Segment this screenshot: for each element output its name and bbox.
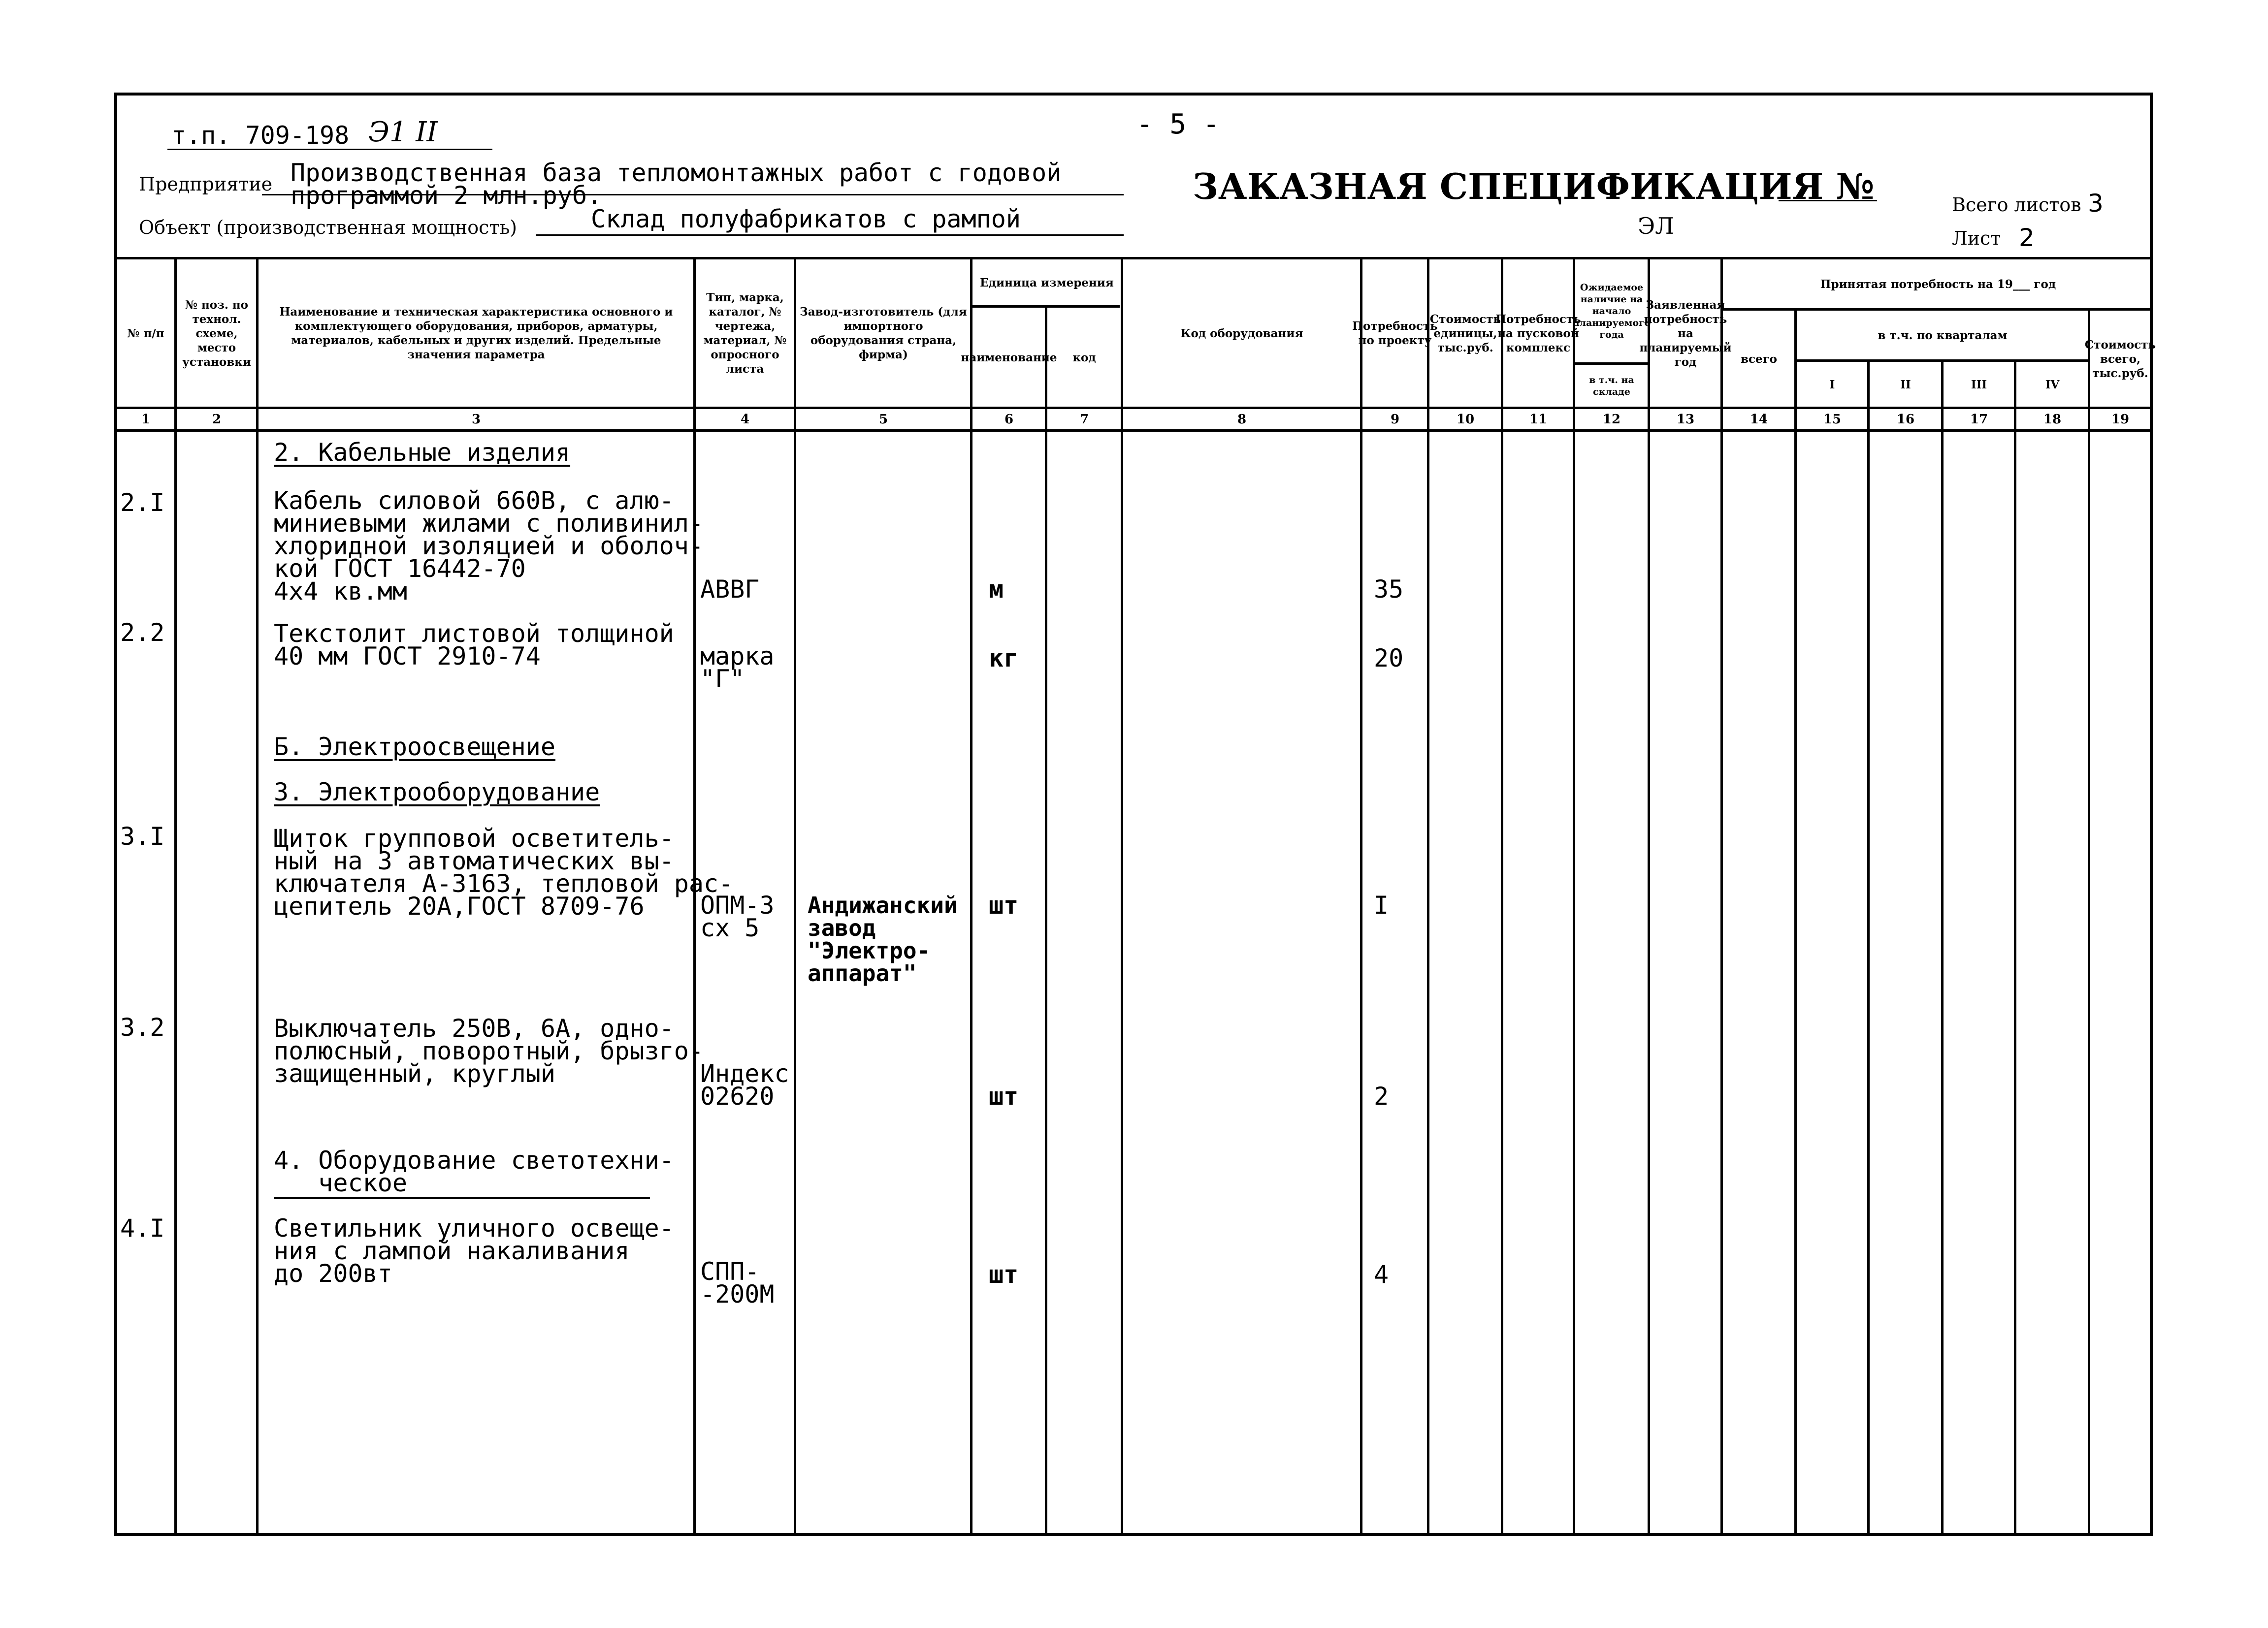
col-rule xyxy=(2014,359,2016,1536)
col-rule xyxy=(1121,257,1123,1536)
item-description: Кабель силовой 660В, с алю- миниевыми жилами с поливинил- хлоридной изоляцией и оболоч- кой ГОСТ 16442-70 4х4 кв.мм xyxy=(274,486,704,606)
col-number: 5 xyxy=(878,412,888,427)
col-header-13: Заявленная потребность на планируемый год xyxy=(1639,298,1732,369)
col-rule xyxy=(1573,257,1575,1536)
total-sheets-label: Всего листов xyxy=(1952,194,2081,216)
item-description: Выключатель 250В, 6А, одно- полюсный, поворотный, брызго- защищенный, круглый xyxy=(274,1014,704,1088)
section-heading: 4. Оборудование светотехни- ческое xyxy=(274,1146,674,1197)
col-number: 6 xyxy=(1004,412,1014,427)
col-header-14: всего xyxy=(1740,352,1778,366)
table-top-rule xyxy=(114,257,2153,259)
col-number: 4 xyxy=(740,412,750,427)
spec-subtitle: ЭЛ xyxy=(1638,213,1674,239)
col-number: 11 xyxy=(1529,412,1548,427)
document-title: ЗАКАЗНАЯ СПЕЦИФИКАЦИЯ № xyxy=(1193,165,1875,207)
item-manufacturer: Андижанский завод "Электро- аппарат" xyxy=(808,892,958,987)
col-header-quarters: в т.ч. по кварталам xyxy=(1878,328,2008,342)
enterprise-label: Предприятие xyxy=(139,173,273,195)
col-number: 13 xyxy=(1676,412,1695,427)
item-type: АВВГ xyxy=(700,575,760,604)
col-number: 2 xyxy=(212,412,222,427)
item-type: марка "Г" xyxy=(700,642,775,693)
col-number: 18 xyxy=(2043,412,2062,427)
page-number: - 5 - xyxy=(1136,108,1220,140)
col-header-1: № п/п xyxy=(127,326,164,340)
col-number: 7 xyxy=(1079,412,1089,427)
stock-sub-rule xyxy=(1574,362,1648,365)
col-rule xyxy=(1941,359,1944,1536)
col-header-12-stock: в т.ч. на складе xyxy=(1589,375,1634,397)
col-header-4: Тип, марка, каталог, № чертежа, материал, № опросного листа xyxy=(703,291,787,376)
col-rule xyxy=(1794,308,1797,1536)
col-rule xyxy=(1501,257,1503,1536)
item-quantity: 20 xyxy=(1374,644,1404,672)
item-type: СПП- -200М xyxy=(700,1257,775,1309)
col-header-15: I xyxy=(1829,378,1835,391)
col-rule xyxy=(1867,359,1870,1536)
row-number: 3.2 xyxy=(120,1013,165,1042)
col-rule xyxy=(174,257,177,1536)
item-type: Индекс 02620 xyxy=(700,1059,789,1111)
object-value: Склад полуфабрикатов с рампой xyxy=(591,205,1021,233)
col-header-5: Завод-изготовитель (для импортного оборудования страна, фирма) xyxy=(800,305,967,361)
section-heading: 2. Кабельные изделия xyxy=(274,438,571,467)
item-unit: шт xyxy=(989,891,1019,920)
col-header-12: Ожидаемое наличие на начало планируемого года xyxy=(1572,282,1651,340)
col-header-19: Стоимость всего, тыс.руб. xyxy=(2084,338,2156,380)
col-rule xyxy=(1427,257,1429,1536)
col-rule xyxy=(2088,308,2090,1536)
object-label: Объект (производственная мощность) xyxy=(139,217,517,238)
item-description: Светильник уличного освеще- ния с лампой накаливания до 200вт xyxy=(274,1214,674,1288)
col-number: 8 xyxy=(1237,412,1247,427)
item-quantity: 4 xyxy=(1374,1260,1389,1289)
col-header-11: Потребность на пусковой комплекс xyxy=(1495,312,1581,354)
col-header-2: № поз. по технол. схеме, место установки xyxy=(182,298,251,369)
col-rule xyxy=(1720,257,1723,1536)
col-rule xyxy=(256,257,259,1536)
item-description: Текстолит листовой толщиной 40 мм ГОСТ 2910-74 xyxy=(274,619,674,670)
col-header-6: наименование xyxy=(961,351,1057,364)
row-number: 4.I xyxy=(120,1214,165,1243)
row-number: 2.2 xyxy=(120,618,165,647)
row-number: 3.I xyxy=(120,822,165,851)
col-header-3: Наименование и техническая характеристика основного и комплектующего оборудования, приборов, арматуры, материалов, кабельных и других изделий. Предельные значения параметра xyxy=(279,305,673,361)
item-quantity: 2 xyxy=(1374,1082,1389,1111)
col-header-accepted: Принятая потребность на 19___ год xyxy=(1820,277,2056,291)
col-rule xyxy=(970,257,972,1536)
item-unit: шт xyxy=(989,1260,1019,1289)
col-header-16: II xyxy=(1900,378,1911,391)
sheet-value: 2 xyxy=(2019,223,2035,252)
doc-reference: т.п. 709-198 xyxy=(171,121,350,150)
enterprise-value: Производственная база тепломонтажных работ с годовой xyxy=(291,159,1062,187)
col-rule xyxy=(1045,305,1047,1536)
col-header-10: Стоимость единицы, тыс.руб. xyxy=(1429,312,1501,354)
section-heading: Б. Электроосвещение xyxy=(274,733,555,761)
col-number: 14 xyxy=(1750,412,1768,427)
col-number: 1 xyxy=(141,412,151,427)
item-unit: кг xyxy=(989,644,1019,672)
col-header-17: III xyxy=(1971,378,1987,391)
col-header-unit: Единица измерения xyxy=(980,276,1114,289)
col-number: 3 xyxy=(471,412,481,427)
col-header-8: Код оборудования xyxy=(1180,326,1303,340)
item-type: ОПМ-3 сх 5 xyxy=(700,891,775,942)
total-sheets-value: 3 xyxy=(2088,189,2104,218)
col-number: 19 xyxy=(2111,412,2130,427)
col-number: 10 xyxy=(1456,412,1475,427)
handwritten-mark: Э1 II xyxy=(368,116,438,148)
item-description: Щиток групповой осветитель- ный на 3 автоматических вы- ключателя А-3163, тепловой рас- цепитель 20А,ГОСТ 8709-76 xyxy=(274,824,734,921)
col-number: 9 xyxy=(1390,412,1400,427)
item-quantity: 35 xyxy=(1374,575,1404,604)
enterprise-value-2: программой 2 млн.руб. xyxy=(291,181,602,210)
col-number: 15 xyxy=(1823,412,1842,427)
item-unit: шт xyxy=(989,1082,1019,1111)
item-unit: м xyxy=(989,575,1004,604)
col-header-18: IV xyxy=(2045,378,2060,391)
row-number: 2.I xyxy=(120,488,165,517)
col-number: 16 xyxy=(1896,412,1915,427)
col-number: 12 xyxy=(1602,412,1621,427)
col-rule xyxy=(794,257,796,1536)
item-quantity: I xyxy=(1374,891,1389,920)
col-rule xyxy=(1360,257,1362,1536)
col-rule xyxy=(1648,257,1650,1536)
col-header-7: код xyxy=(1072,351,1096,364)
sheet-label: Лист xyxy=(1952,227,2001,249)
col-number: 17 xyxy=(1970,412,1988,427)
section-heading-underline xyxy=(274,1197,650,1199)
col-header-9: Потребность по проекту xyxy=(1352,319,1438,347)
section-heading: 3. Электрооборудование xyxy=(274,778,600,806)
